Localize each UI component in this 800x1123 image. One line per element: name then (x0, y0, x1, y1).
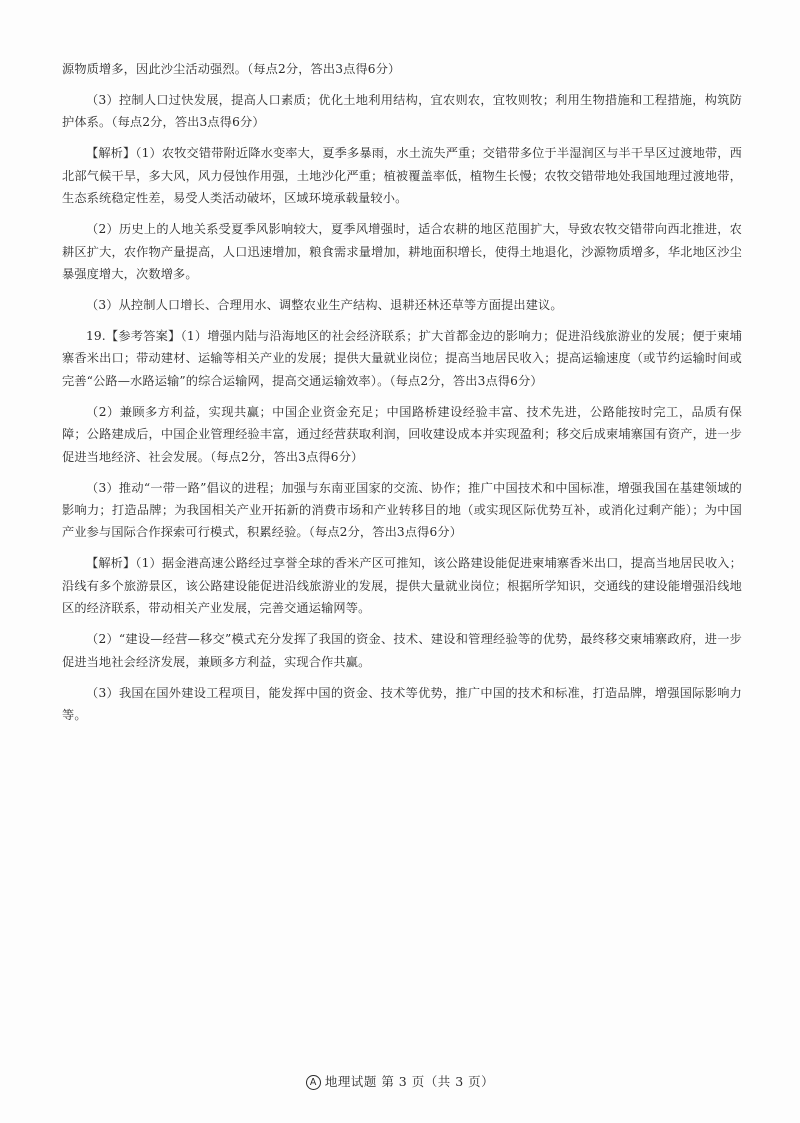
paragraph-18-analysis-2: （2）历史上的人地关系受夏季风影响较大，夏季风增强时，适合农耕的地区范围扩大，导致农牧交错带向西北推进，农耕区扩大，农作物产量提高，人口迅速增加，粮食需求量增加，耕地面积增长，使得土地退化，沙源物质增多，华北地区沙尘暴强度增大，次数增多。 (62, 222, 742, 282)
page-footer (0, 1072, 800, 1090)
page-number-label: 地理试题 第 3 页（共 3 页） (324, 1074, 495, 1089)
paragraph-18-analysis-1: 【解析】（1）农牧交错带附近降水变率大，夏季多暴雨，水土流失严重；交错带多位于半湿润区与半干旱区过渡地带，西北部气候干旱，多大风，风力侵蚀作用强，土地沙化严重；植被覆盖率低，植物生长慢；农牧交错带地处我国地理过渡地带，生态系统稳定性差，易受人类活动破坏，区域环境承载量较小。 (62, 146, 742, 206)
paragraph-18-analysis-3: （3）从控制人口增长、合理用水、调整农业生产结构、退耕还林还草等方面提出建议。 (86, 298, 563, 313)
paragraph-19-analysis-1: 【解析】（1）据金港高速公路经过享誉全球的香米产区可推知，该公路建设能促进柬埔寨香米出口，提高当地居民收入；沿线有多个旅游景区，该公路建设能促进沿线旅游业的发展，提供大量就业岗位；根据所学知识，交通线的建设能增强沿线地区的经济联系，带动相关产业发展，完善交通运输网等。 (62, 556, 742, 616)
paragraph-continuation: 源物质增多，因此沙尘活动强烈。（每点2分，答出3点得6分） (62, 62, 401, 76)
paragraph-18-answer-3: （3）控制人口过快发展，提高人口素质；优化土地利用结构，宜农则农，宜牧则牧；利用生物措施和工程措施，构筑防护体系。（每点2分，答出3点得6分） (62, 93, 742, 130)
paragraph-19-analysis-3: （3）我国在国外建设工程项目，能发挥中国的资金、技术等优势，推广中国的技术和标准，打造品牌，增强国际影响力等。 (62, 685, 742, 723)
paragraph-19-answer-1: 19.【参考答案】（1）增强内陆与沿海地区的社会经济联系；扩大首都金边的影响力；促进沿线旅游业的发展；便于柬埔寨香米出口；带动建材、运输等相关产业的发展；提供大量就业岗位；提高当地居民收入；提高运输速度（或节约运输时间或完善“公路—水路运输”的综合运输网，提高交通运输效率）。（每点2分，答出3点得6分） (62, 329, 742, 388)
paragraph-19-analysis-2: （2）“建设—经营—移交”模式充分发挥了我国的资金、技术、建设和管理经验等的优势，最终移交柬埔寨政府，进一步促进当地社会经济发展，兼顾多方利益，实现合作共赢。 (62, 632, 742, 669)
version-a-badge: A (306, 1075, 321, 1090)
paragraph-19-answer-3: （3）推动“一带一路”倡议的进程；加强与东南亚国家的交流、协作；推广中国技术和中国标准，增强我国在基建领域的影响力；打造品牌；为我国相关产业开拓新的消费市场和产业转移目的地（或实现区际优势互补，或消化过剩产能）；为中国产业参与国际合作探索可行模式，积累经验。（每点2分，答出3点得6分） (62, 480, 742, 540)
paragraph-19-answer-2: （2）兼顾多方利益，实现共赢；中国企业资金充足；中国路桥建设经验丰富、技术先进，公路能按时完工，品质有保障；公路建成后，中国企业管理经验丰富，通过经营获取利润，回收建设成本并实现盈利；移交后成柬埔寨国有资产，进一步促进当地经济、社会发展。（每点2分，答出3点得6分） (62, 404, 742, 464)
answer-content (62, 58, 742, 735)
